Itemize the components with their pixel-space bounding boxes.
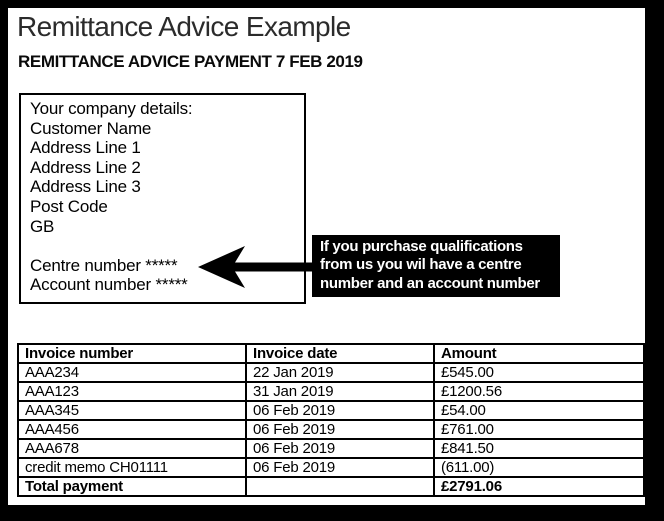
arrow-left-icon xyxy=(198,244,314,290)
invoice-row xyxy=(18,363,644,382)
amount-cell: £841.50 xyxy=(434,439,644,458)
invoice-date-cell: 06 Feb 2019 xyxy=(246,401,434,420)
invoice-table-header-row xyxy=(18,344,644,363)
total-payment-label: Total payment xyxy=(18,477,246,496)
company-details-line: Address Line 1 xyxy=(30,138,141,158)
total-payment-row xyxy=(18,477,644,496)
header-invoice-date: Invoice date xyxy=(246,344,434,363)
amount-cell: £54.00 xyxy=(434,401,644,420)
invoice-number-cell: AAA345 xyxy=(18,401,246,420)
page-title: Remittance Advice Example xyxy=(17,11,351,42)
total-payment-amount: £2791.06 xyxy=(434,477,644,496)
company-details-line: Account number ***** xyxy=(30,275,188,295)
invoice-number-cell: AAA123 xyxy=(18,382,246,401)
callout-text-line: from us you wil have a centre xyxy=(320,256,522,274)
company-details-line: Your company details: xyxy=(30,99,193,118)
company-details-line: Address Line 2 xyxy=(30,157,141,177)
callout-annotation xyxy=(312,235,560,297)
invoice-date-cell: 06 Feb 2019 xyxy=(246,439,434,458)
invoice-number-cell: AAA678 xyxy=(18,439,246,458)
invoice-number-cell: AAA234 xyxy=(18,363,246,382)
payment-subtitle: REMITTANCE ADVICE PAYMENT 7 FEB 2019 xyxy=(18,52,363,71)
invoice-number-cell: credit memo CH01111 xyxy=(18,458,246,477)
invoice-date-cell: 06 Feb 2019 xyxy=(246,458,434,477)
invoice-number-cell: AAA456 xyxy=(18,420,246,439)
amount-cell: £761.00 xyxy=(434,420,644,439)
header-amount: Amount xyxy=(434,344,644,363)
invoice-row xyxy=(18,439,644,458)
callout-text-line: number and an account number xyxy=(320,274,540,292)
invoice-date-cell: 22 Jan 2019 xyxy=(246,363,434,382)
invoice-row xyxy=(18,420,644,439)
invoice-row xyxy=(18,382,644,401)
company-details-line: Address Line 3 xyxy=(30,177,141,197)
company-details-line: Customer Name xyxy=(30,118,152,138)
total-payment-date-cell xyxy=(246,477,434,496)
amount-cell: £1200.56 xyxy=(434,382,644,401)
header-invoice-number: Invoice number xyxy=(18,344,246,363)
invoice-date-cell: 31 Jan 2019 xyxy=(246,382,434,401)
company-details-line: Post Code xyxy=(30,196,108,216)
remittance-advice-page xyxy=(8,8,645,505)
callout-lines xyxy=(320,238,552,293)
invoice-table-body xyxy=(18,363,644,477)
invoice-row xyxy=(18,401,644,420)
invoice-row xyxy=(18,458,644,477)
company-details-line: GB xyxy=(30,216,55,236)
invoice-table xyxy=(17,343,645,497)
callout-text-line: If you purchase qualifications xyxy=(320,238,523,255)
company-details-line: Centre number ***** xyxy=(30,255,178,275)
amount-cell: (611.00) xyxy=(434,458,644,477)
invoice-date-cell: 06 Feb 2019 xyxy=(246,420,434,439)
amount-cell: £545.00 xyxy=(434,363,644,382)
